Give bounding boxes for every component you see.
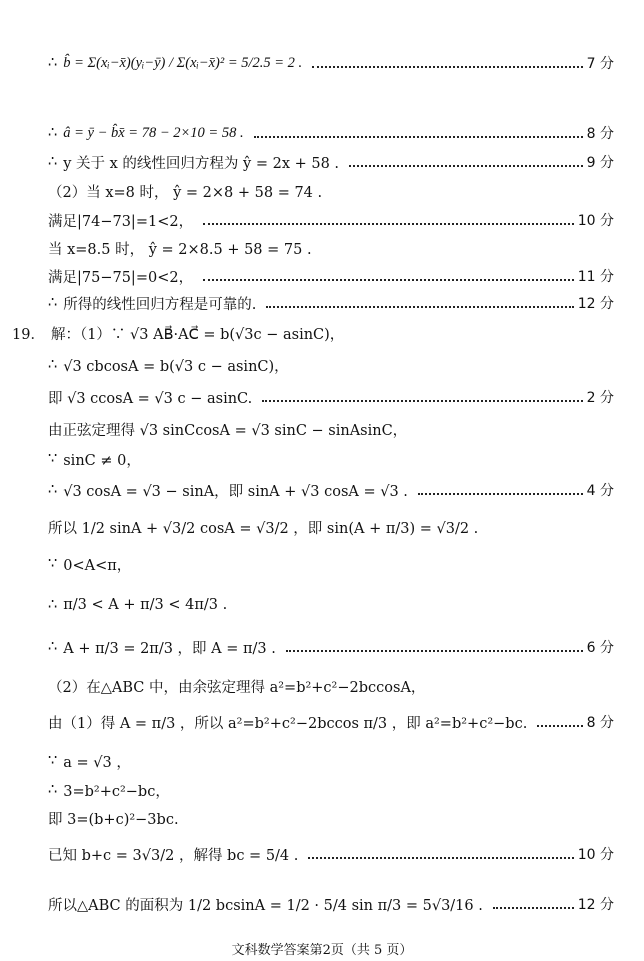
line-3eq2 [48,803,614,833]
line-3eq [48,775,614,805]
line-step2 [48,382,614,412]
line-text: （2）当 x=8 时， ŷ = 2×8 + 58 = 74 . [48,184,323,201]
line-step1 [48,350,614,380]
line-a-hat [48,118,614,148]
line-regression-equation [48,147,614,177]
line-text: 由（1）得 A = π/3 ，所以 a²=b²+c²−2bccos π/3 ，即 a²=b²+c²−bc. [48,715,528,732]
line-range [48,590,614,620]
dot-leader [493,907,574,909]
line-prefix: ∵ [48,753,58,769]
line-x85 [48,233,614,263]
score-label: 9 分 [586,155,614,171]
line-text: sinC ≠ 0， [63,452,141,469]
line-text: 所以 1/2 sinA + √3/2 cosA = √3/2 ，即 sin(A + π/3) = √3/2 . [48,520,479,537]
line-prefix: ∴ [48,295,58,311]
score-label: 12 分 [577,296,614,312]
line-conclusion [48,288,614,318]
line-problem19 [12,318,614,348]
line-x8 [48,176,614,206]
line-text: b̂ = Σ(xᵢ−x̄)(yᵢ−ȳ) / Σ(xᵢ−x̄)² = 5/2.5 = 2 . [63,54,303,71]
line-text: √3 cbcosA = b(√3 c − asinC)， [63,358,289,375]
line-text: â = ȳ − b̂x̄ = 78 − 2×10 = 58 . [63,124,244,141]
dot-leader [262,400,582,402]
dot-leader [312,66,582,68]
line-prefix: ∴ [48,125,58,141]
line-check2 [48,261,614,291]
line-sine-law [48,414,614,444]
line-text: 当 x=8.5 时， ŷ = 2×8.5 + 58 = 75 . [48,241,312,258]
line-text: π/3 < A + π/3 < 4π/3 . [63,597,228,613]
page-footer: 文科数学答案第2页（共 5 页） [231,943,413,958]
dot-leader [286,650,583,652]
dot-leader [349,165,583,167]
line-text: √3 cosA = √3 − sinA，即 sinA + √3 cosA = √3 . [63,483,408,500]
score-label: 4 分 [586,483,614,499]
line-text: 所得的线性回归方程是可靠的. [63,296,257,313]
line-a-value [48,632,614,662]
dot-leader [254,136,583,138]
line-prefix: ∴ [48,357,58,373]
dot-leader [203,279,574,281]
line-prefix: ∴ [48,55,58,71]
line-prefix: ∵ [48,556,58,572]
score-label: 12 分 [577,897,614,913]
line-text: （2）在△ABC 中，由余弦定理得 a²=b²+c²−2bccosA， [48,679,426,696]
score-label: 6 分 [586,640,614,656]
line-text: y 关于 x 的线性回归方程为 ŷ = 2x + 58 . [63,155,340,172]
line-text: 由正弦定理得 √3 sinCcosA = √3 sinC − sinAsinC， [48,422,408,439]
line-check1 [48,205,614,235]
line-text: 满足|74−73|=1<2， [48,213,194,230]
score-label: 8 分 [586,126,614,142]
line-text: A + π/3 = 2π/3 ，即 A = π/3 . [63,640,276,657]
line-text: 3=b²+c²−bc， [63,783,170,800]
line-text: 即 3=(b+c)²−3bc. [48,811,179,828]
line-sinc-nonzero [48,444,614,474]
score-label: 8 分 [586,715,614,731]
dot-leader [266,306,573,308]
line-text: 即 √3 ccosA = √3 c − asinC. [48,390,253,407]
line-text: 解：（1）∵ √3 AB⃗·AC⃗ = b(√3c − asinC)， [50,326,345,343]
line-text: 所以△ABC 的面积为 1/2 bcsinA = 1/2 · 5/4 sin π/3 = 5√3/16 . [48,897,483,914]
line-prefix: ∴ [48,782,58,798]
line-bc [48,839,614,869]
line-prefix: ∴ [48,154,58,170]
score-label: 11 分 [577,269,614,285]
line-area [48,889,614,919]
problem-number: 19． [12,326,45,343]
dot-leader [203,223,574,225]
line-range-a [48,549,614,579]
line-prefix: ∵ [48,451,58,467]
score-label: 10 分 [577,847,614,863]
line-text: 满足|75−75|=0<2， [48,269,194,286]
score-label: 2 分 [586,390,614,406]
line-a-sqrt3 [48,746,614,776]
line-cosine [48,707,614,737]
score-label: 10 分 [577,213,614,229]
line-prefix: ∴ [48,597,58,613]
dot-leader [308,857,573,859]
line-b-hat [48,48,614,78]
line-text: a = √3 ， [63,754,131,771]
line-text: 已知 b+c = 3√3/2 ，解得 bc = 5/4 . [48,847,299,864]
dot-leader [537,725,582,727]
line-combine [48,512,614,542]
line-step4 [48,475,614,505]
dot-leader [418,493,583,495]
line-prefix: ∴ [48,482,58,498]
line-prefix: ∴ [48,639,58,655]
line-part2 [48,671,614,701]
line-text: 0<A<π， [63,557,132,574]
score-label: 7 分 [586,56,614,72]
